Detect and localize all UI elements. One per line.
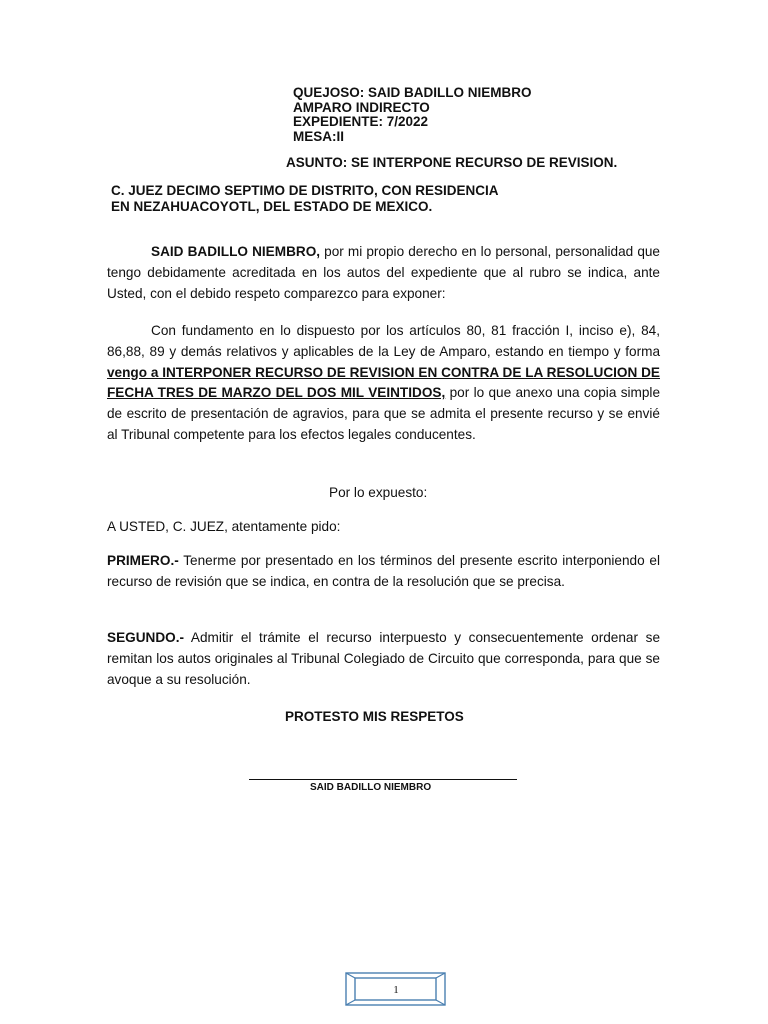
segundo-label: SEGUNDO.- — [107, 630, 185, 645]
case-header — [293, 86, 532, 144]
annex-text: por lo que anexo una copia simple de escrito de presentación de agravios, para que se admita el presente recurso y se envié al Tribunal competente para los efectos legales conducentes. — [107, 385, 661, 442]
intro-text: por mi propio derecho en lo personal, personalidad que tengo debidamente acreditada en los autos del expediente que al rubro se indica, ante Usted, con el debido respeto comparezco para exponer: — [107, 244, 660, 301]
primero-label: PRIMERO.- — [107, 553, 179, 568]
page-number-box — [343, 970, 448, 1008]
judge-line-2: EN NEZAHUACOYOTL, DEL ESTADO DE MEXICO. — [111, 199, 433, 214]
signature-name: SAID BADILLO NIEMBRO — [310, 782, 432, 793]
legal-basis-text: Con fundamento en lo dispuesto por los artículos 80, 81 fracción I, inciso e), 84, 86,88, 89 y demás relativos y aplicables de la Ley de Amparo, estando en tiempo y forma — [107, 323, 660, 359]
judge-line-1: C. JUEZ DECIMO SEPTIMO DE DISTRITO, CON RESIDENCIA — [111, 183, 499, 198]
primero-text: Tenerme por presentado en los términos del presente escrito interponiendo el recurso de revisión que se indica, en contra de la resolución que se precisa. — [107, 553, 660, 589]
intro-paragraph — [107, 242, 660, 304]
signature-line — [249, 779, 517, 780]
page-number: 1 — [393, 984, 399, 996]
petition-intro: A USTED, C. JUEZ, atentamente pido: — [107, 519, 341, 534]
segundo-paragraph — [107, 628, 660, 690]
legal-basis-paragraph — [107, 321, 660, 446]
primero-paragraph — [107, 551, 660, 593]
segundo-text: Admitir el trámite el recurso interpuesto y consecuentemente ordenar se remitan los autos originales al Tribunal Colegiado de Circuito que corresponda, para que se avoque a su resolución. — [107, 630, 660, 687]
expediente-line: EXPEDIENTE: 7/2022 — [293, 114, 429, 129]
recurso-statement: vengo a INTERPONER RECURSO DE REVISION EN CONTRA DE LA RESOLUCION DE FECHA TRES DE MARZO DEL DOS MIL VEINTIDOS, — [107, 364, 660, 401]
petitioner-name: SAID BADILLO NIEMBRO, — [151, 244, 321, 259]
amparo-line: AMPARO INDIRECTO — [293, 99, 430, 115]
quejoso-line: QUEJOSO: SAID BADILLO NIEMBRO — [293, 85, 532, 100]
por-lo-expuesto: Por lo expuesto: — [329, 485, 428, 500]
closing-statement: PROTESTO MIS RESPETOS — [285, 709, 464, 724]
asunto-line: ASUNTO: SE INTERPONE RECURSO DE REVISION. — [286, 155, 618, 170]
judge-address — [111, 183, 499, 215]
mesa-line: MESA:II — [293, 128, 345, 144]
